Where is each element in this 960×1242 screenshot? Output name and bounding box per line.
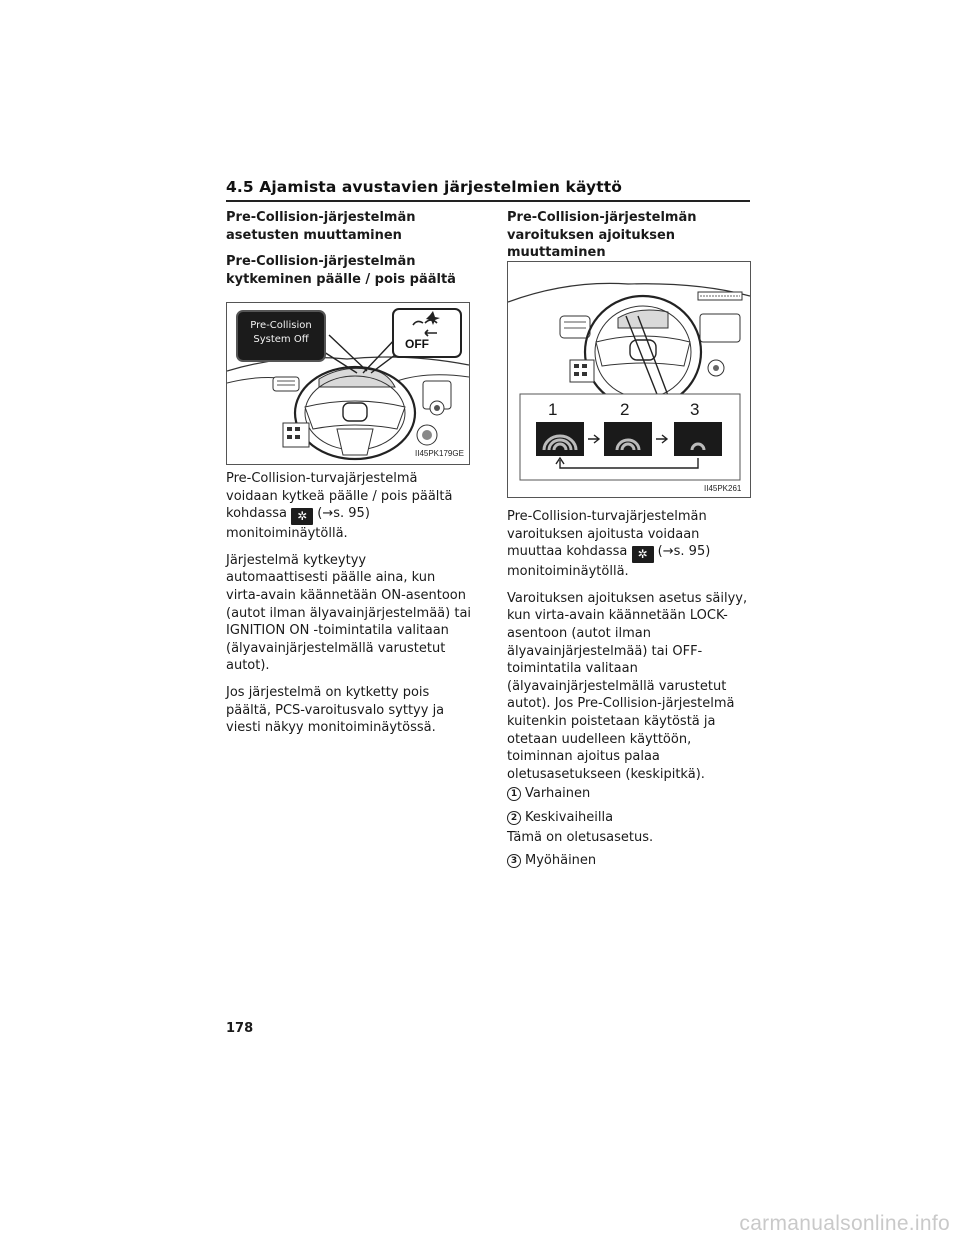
paragraph: Jos järjestelmä on kytketty pois päältä, PCS-varoitusvalo syttyy ja viesti näkyy monitoiminäytössä.: [226, 684, 445, 736]
list-item-label: Myöhäinen: [525, 853, 597, 869]
list-item: [507, 809, 751, 827]
number-badge: 1: [507, 787, 521, 801]
display-message-line2: System Off: [253, 334, 309, 345]
left-body: [226, 470, 472, 746]
para-text: (→s. 95) monitoiminäytöllä.: [226, 506, 370, 542]
heading-on-off: Pre-Collision-järjestelmän kytkeminen päälle / pois päältä: [226, 254, 456, 287]
heading-warning-timing: Pre-Collision-järjestelmän varoituksen ajoituksen muuttaminen: [507, 210, 697, 261]
list-item: [507, 785, 751, 803]
gear-icon: ✲: [632, 546, 654, 563]
number-badge: 3: [507, 854, 521, 868]
heading-settings-change: Pre-Collision-järjestelmän asetusten muuttaminen: [226, 210, 416, 243]
timing-label-2: 2: [620, 400, 630, 419]
figure-code: II45PK179GE: [415, 449, 464, 458]
left-column: [226, 209, 472, 297]
list-item-note: Tämä on oletusasetus.: [507, 829, 654, 845]
list-item: [507, 852, 751, 870]
watermark[interactable]: carmanualsonline.info: [739, 1212, 950, 1235]
paragraph: Varoituksen ajoituksen asetus säilyy, kun virta-avain käännetään LOCK-asentoon (autot ilman älyavainjärjestelmää) tai OFF-toimintatila valitaan (älyavainjärjestelmällä varustetut autot). Jos Pre-Collision-järjestelmä kuitenkin poistetaan käytöstä ja otetaan uudelleen käyttöön, toiminnan ajoitus palaa oletusasetukseen (keskipitkä).: [507, 590, 748, 782]
dashboard-timing-illustration: [508, 262, 750, 497]
pcs-off-icon-label: OFF: [405, 337, 429, 351]
figure-warning-timing: [507, 261, 751, 498]
figure-code: II45PK261: [704, 484, 742, 493]
timing-label-1: 1: [548, 400, 558, 419]
list-item-label: Varhainen: [525, 786, 591, 802]
list-item-label: Keskivaiheilla: [525, 809, 614, 825]
display-message-line1: Pre-Collision: [250, 320, 312, 331]
right-body: [507, 508, 751, 876]
number-badge: 2: [507, 811, 521, 825]
para-text: Pre-Collision-turvajärjestelmä voidaan kytkeä päälle / pois päältä kohdassa: [226, 471, 453, 522]
paragraph: Järjestelmä kytkeytyy automaattisesti päälle aina, kun virta-avain käännetään ON-asentoon (autot ilman älyavainjärjestelmää) tai IGNITION ON -toimintatila valitaan (älyavainjärjestelmällä varustetut autot).: [226, 552, 472, 674]
section-divider: [226, 200, 750, 202]
para-text: Pre-Collision-turvajärjestelmän varoituksen ajoitusta voidaan muuttaa kohdassa: [507, 509, 707, 560]
para-text: (→s. 95) monitoiminäytöllä.: [507, 544, 711, 580]
paragraph: [226, 470, 472, 543]
figure-pcs-off: [226, 302, 470, 465]
paragraph: [507, 508, 751, 581]
section-title: 4.5 Ajamista avustavien järjestelmien käyttö: [226, 178, 623, 196]
timing-label-3: 3: [690, 400, 700, 419]
page-number: 178: [226, 1021, 254, 1036]
gear-icon: ✲: [291, 508, 313, 525]
